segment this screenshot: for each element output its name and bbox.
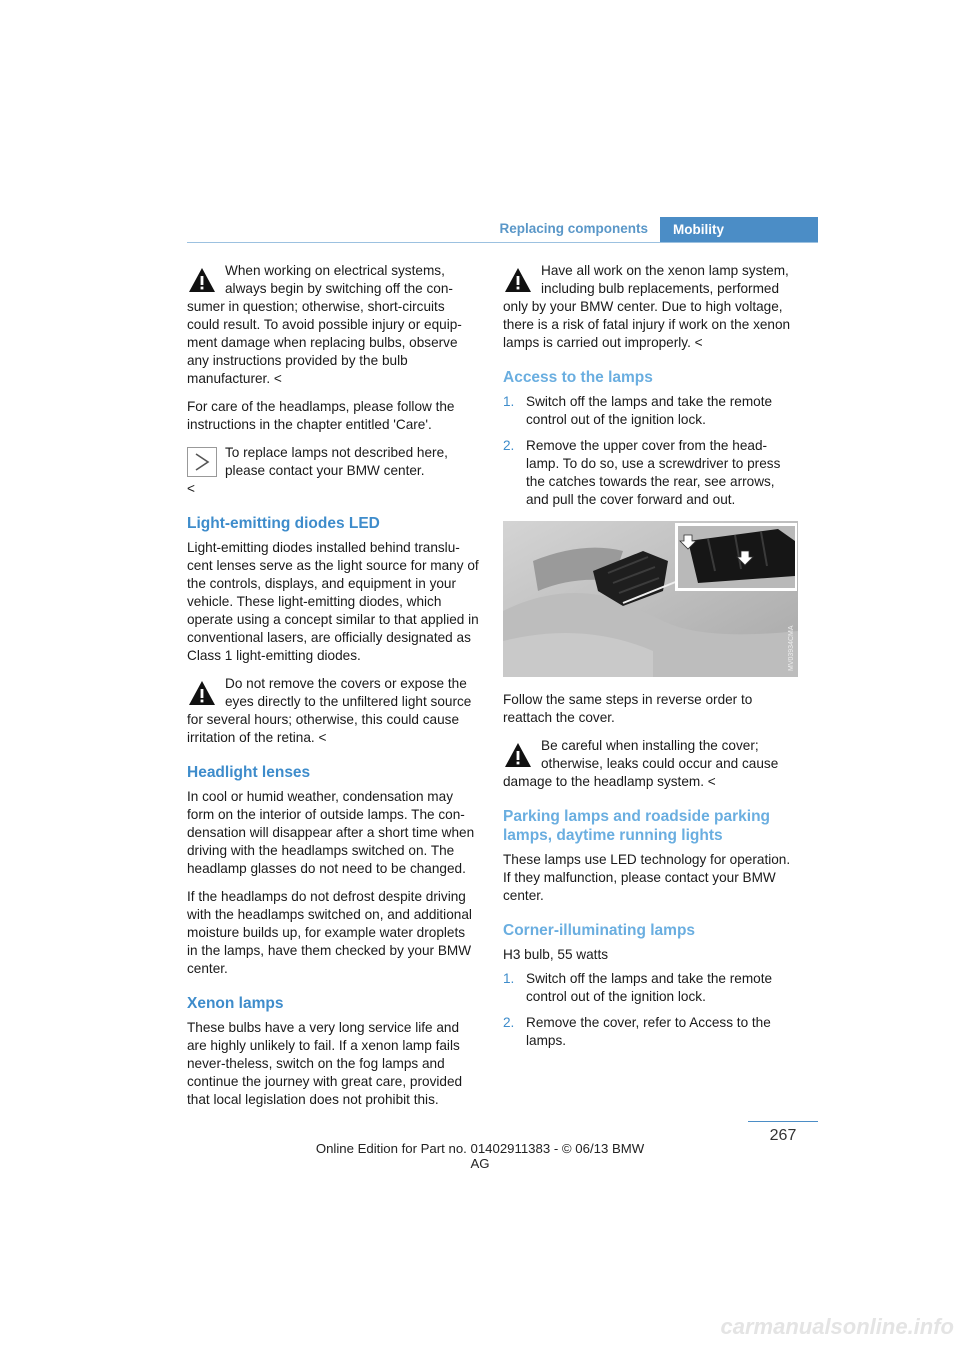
access-steps bbox=[503, 393, 795, 509]
corner-steps bbox=[503, 970, 795, 1050]
step-number: 1. bbox=[503, 971, 515, 986]
warning-led bbox=[187, 675, 479, 747]
warning-install-cover bbox=[503, 737, 795, 791]
end-mark: < bbox=[318, 730, 327, 745]
page-number-rule bbox=[748, 1121, 818, 1122]
note-replace-lamps-text: To replace lamps not described here, please contact your BMW center. bbox=[225, 445, 448, 478]
heading-access-lamps: Access to the lamps bbox=[503, 369, 653, 386]
left-column bbox=[187, 262, 479, 1119]
header-section-title: Replacing components bbox=[499, 221, 648, 236]
lenses-text-2: If the headlamps do not defrost despite driving with the headlamps switched on, and additional moisture builds up, for example water droplets in the lamps, have them checked by your BMW center. bbox=[187, 889, 472, 976]
warning-electrical-lead: When working on electrical systems, always begin by switching off the con- bbox=[225, 263, 453, 296]
note-replace-lamps bbox=[187, 444, 479, 498]
figure-code: MV03934CMA bbox=[788, 625, 795, 671]
headlamp-cover-illustration bbox=[503, 521, 798, 677]
footer-edition: Online Edition for Part no. 01402911383 - © 06/13 BMW AG bbox=[315, 1141, 645, 1171]
reverse-text: Follow the same steps in reverse order to reattach the cover. bbox=[503, 692, 753, 725]
watermark: carmanualsonline.info bbox=[720, 1314, 954, 1339]
header-rule bbox=[187, 242, 818, 243]
end-mark: < bbox=[187, 481, 195, 496]
warning-triangle-icon bbox=[503, 265, 533, 295]
list-item bbox=[503, 1014, 795, 1050]
list-item bbox=[503, 437, 795, 509]
warning-install-lead: Be careful when installing the cover; otherwise, leaks could occur and cause bbox=[541, 738, 779, 771]
parking-text: These lamps use LED technology for operation. If they malfunction, please contact your BMW center. bbox=[503, 852, 791, 903]
warning-xenon-text: only by your BMW center. Due to high voltage, there is a risk of fatal injury if work on the xenon lamps is carried out improperly. bbox=[503, 299, 791, 350]
warning-electrical bbox=[187, 262, 479, 388]
warning-triangle-icon bbox=[187, 678, 217, 708]
step-text: Switch off the lamps and take the remote control out of the ignition lock. bbox=[526, 971, 773, 1004]
note-arrow-icon bbox=[187, 447, 217, 477]
list-item bbox=[503, 393, 795, 429]
xenon-text: These bulbs have a very long service life and are highly unlikely to fail. If a xenon lamp fails never-theless, switch on the fog lamps and continue the journey with great care, provided that local legislation does not prohibit this. bbox=[187, 1020, 463, 1107]
heading-corner-lamps: Corner-illuminating lamps bbox=[503, 922, 696, 939]
heading-parking-lamps: Parking lamps and roadside parking lamps, daytime running lights bbox=[503, 808, 771, 844]
warning-electrical-text: sumer in question; otherwise, short-circuits could result. To avoid possible injury or equip-ment damage when replacing bulbs, observe any instructions provided by the bulb manufacturer. bbox=[187, 299, 462, 386]
step-text: Switch off the lamps and take the remote control out of the ignition lock. bbox=[526, 394, 773, 427]
end-mark: < bbox=[707, 774, 716, 789]
end-mark: < bbox=[694, 335, 703, 350]
warning-install-text: damage to the headlamp system. bbox=[503, 774, 704, 789]
list-item bbox=[503, 970, 795, 1006]
corner-bulb-text: H3 bulb, 55 watts bbox=[503, 947, 609, 962]
lenses-text-1: In cool or humid weather, condensation may form on the interior of outside lamps. The con-densation will disappear after a short time when driving with the headlamps switched on. The headlamp glasses do not need to be changed. bbox=[187, 789, 475, 876]
header-chapter-tab: Mobility bbox=[660, 217, 818, 242]
page-number: 267 bbox=[769, 1127, 797, 1144]
heading-headlight-lenses: Headlight lenses bbox=[187, 764, 311, 781]
warning-triangle-icon bbox=[503, 740, 533, 770]
step-number: 2. bbox=[503, 438, 515, 453]
headlamp-cover-photo bbox=[503, 521, 798, 677]
right-column bbox=[503, 262, 795, 1060]
warning-xenon bbox=[503, 262, 795, 352]
end-mark: < bbox=[273, 371, 282, 386]
warning-xenon-lead: Have all work on the xenon lamp system, including bulb replacements, performed bbox=[541, 263, 789, 296]
heading-xenon: Xenon lamps bbox=[187, 995, 284, 1012]
step-number: 1. bbox=[503, 394, 515, 409]
care-text: For care of the headlamps, please follow the instructions in the chapter entitled 'Care'. bbox=[187, 399, 455, 432]
warning-led-lead: Do not remove the covers or expose the eyes directly to the unfiltered light source bbox=[225, 676, 472, 709]
step-text: Remove the cover, refer to Access to the lamps. bbox=[526, 1015, 771, 1048]
warning-triangle-icon bbox=[187, 265, 217, 295]
step-text: Remove the upper cover from the head-lamp. To do so, use a screwdriver to press the catches towards the rear, see arrows, and pull the cover forward and out. bbox=[526, 438, 781, 507]
heading-led: Light-emitting diodes LED bbox=[187, 515, 380, 532]
warning-led-text: for several hours; otherwise, this could cause irritation of the retina. bbox=[187, 712, 460, 745]
led-text: Light-emitting diodes installed behind translu-cent lenses serve as the light source for many of the controls, displays, and equipment in your vehicle. These light-emitting diodes, which operate using a concept similar to that applied in conventional lasers, are officially designated as Class 1 light-emitting diodes. bbox=[187, 540, 479, 663]
step-number: 2. bbox=[503, 1015, 515, 1030]
